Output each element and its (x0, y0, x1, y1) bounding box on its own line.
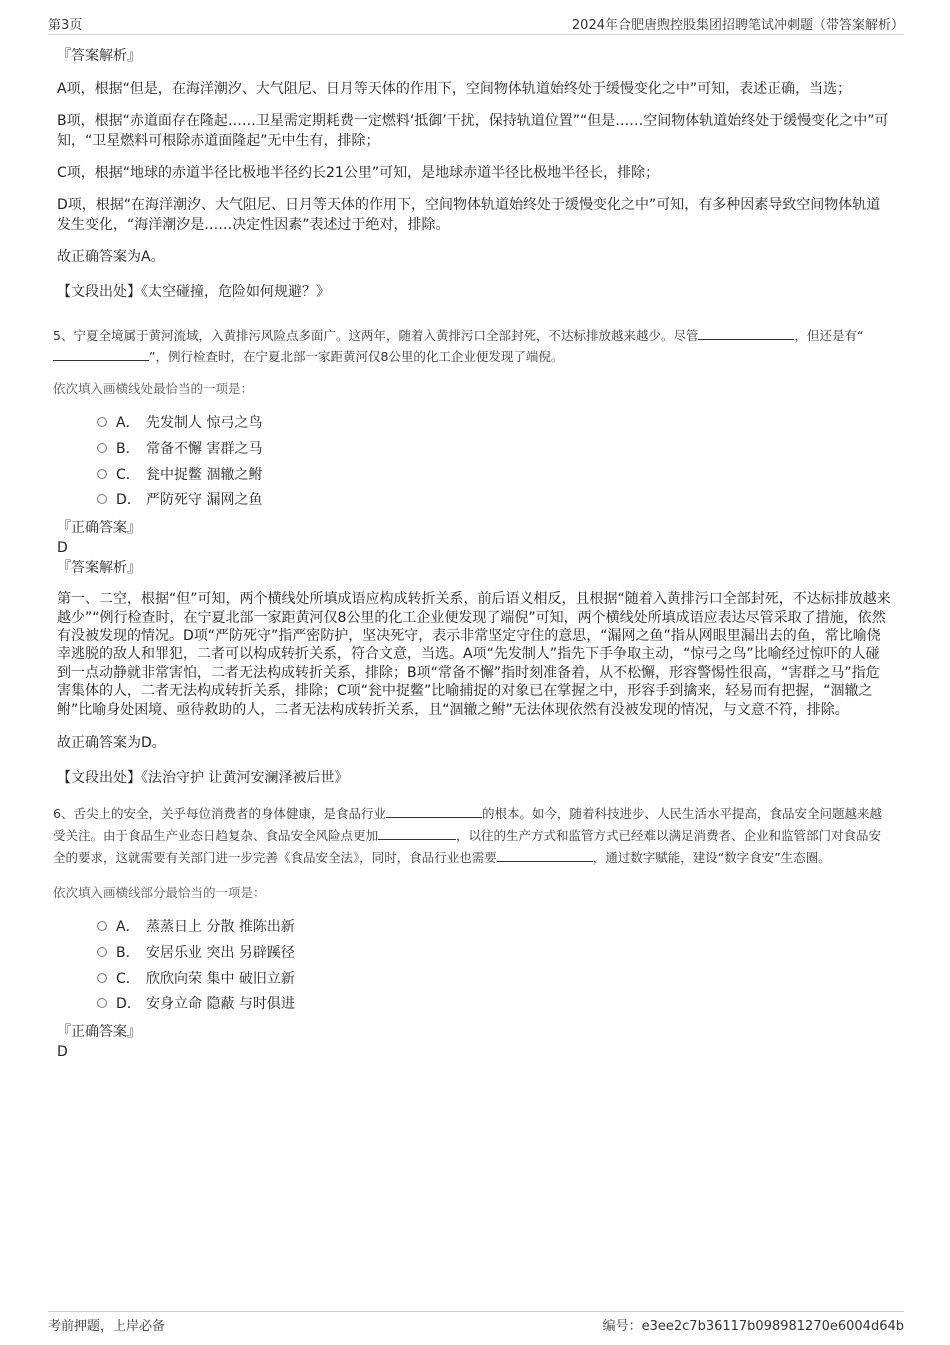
page-header (48, 14, 904, 35)
radio-icon[interactable] (97, 494, 107, 504)
question-5-text: 5、宁夏全境属于黄河流域，入黄排污风险点多面广。这两年，随着入黄排污口全部封死，不达标排放越来越少。尽管 ，但还是有“”，例行检查时，在宁夏北部一家距黄河仅8公里的化工企业便发现了端倪。 (53, 328, 864, 364)
correct-answer-label: 『正确答案』 (57, 1024, 141, 1041)
option-a[interactable]: A． 蒸蒸日上 分散 推陈出新 (97, 915, 893, 941)
option-a[interactable]: A． 先发制人 惊弓之鸟 (97, 411, 893, 437)
correct-answer: D (57, 1044, 68, 1061)
radio-icon[interactable] (97, 469, 107, 479)
analysis-label: 『答案解析』 (57, 560, 141, 577)
question-6-text: 6、舌尖上的安全，关乎每位消费者的身体健康，是食品行业 的根本。如今，随着科技进步、人民生活水平提高，食品安全问题越来越受关注。由于食品生产业态日趋复杂、食品安全风险点更加 ，以往的生产方式和监管方式已经难以满足消费者、企业和监管部门对食品安全的要求，这就需要有关部门进一步完善《食品安全法》，同时，食品行业也需要 ，通过数字赋能，建设“数字食安”生态圈。 (53, 806, 882, 866)
radio-icon[interactable] (97, 947, 107, 957)
blank-line (386, 805, 482, 818)
option-b[interactable]: B． 安居乐业 突出 另辟蹊径 (97, 941, 893, 967)
page-number: 第3页 (48, 18, 83, 33)
footer-slogan: 考前押题，上岸必备 (48, 1319, 166, 1334)
analysis-item-a: A项，根据“但是，在海洋潮汐、大气阻尼、日月等天体的作用下，空间物体轨道始终处于缓慢变化之中”可知，表述正确，当选； (57, 81, 852, 97)
correct-answer-label: 『正确答案』 (57, 520, 141, 537)
option-c[interactable]: C． 欣欣向荣 集中 破旧立新 (97, 967, 893, 993)
correct-answer: D (57, 540, 68, 557)
passage-source: 【文段出处】《太空碰撞，危险如何规避？》 (57, 284, 330, 300)
option-d[interactable]: D． 严防死守 漏网之鱼 (97, 488, 893, 514)
blank-line (53, 348, 149, 361)
option-c[interactable]: C． 瓮中捉鳖 涸辙之鲋 (97, 463, 893, 489)
radio-icon[interactable] (97, 998, 107, 1008)
radio-icon[interactable] (97, 921, 107, 931)
analysis-item-d: D项，根据“在海洋潮汐、大气阻尼、日月等天体的作用下，空间物体轨道始终处于缓慢变化之中”可知，有多种因素导致空间物体轨道发生变化，“海洋潮汐是……决定性因素”表述过于绝对，排除。 (57, 197, 881, 233)
blank-line (378, 827, 456, 840)
answer-conclusion: 故正确答案为D。 (57, 735, 166, 752)
analysis-label: 『答案解析』 (57, 48, 141, 64)
question-instruction: 依次填入画横线部分最恰当的一项是： (53, 885, 266, 901)
radio-icon[interactable] (97, 417, 107, 427)
passage-source: 【文段出处】《法治守护 让黄河安澜泽被后世》 (57, 770, 349, 787)
option-list (57, 915, 893, 1018)
radio-icon[interactable] (97, 443, 107, 453)
option-b[interactable]: B． 常备不懈 害群之马 (97, 437, 893, 463)
radio-icon[interactable] (97, 973, 107, 983)
question-instruction: 依次填入画横线处最恰当的一项是： (53, 381, 254, 396)
page-footer (48, 1311, 904, 1334)
content (53, 46, 893, 1062)
option-list (57, 411, 893, 514)
analysis-item-c: C项，根据“地球的赤道半径比极地半径约长21公里”可知，是地球赤道半径比极地半径长，排除； (57, 165, 660, 181)
analysis-text: 第一、二空，根据“但”可知，两个横线处所填成语应构成转折关系，前后语义相反，且根据“随着入黄排污口全部封死，不达标排放越来越少”“例行检查时，在宁夏北部一家距黄河仅8公里的化工企业便发现了端倪”可知，两个横线处所填成语应表达尽管采取了措施，依然有没被发现的情况。D项“严防死守”指严密防护，坚决死守，表示非常坚定守住的意思，“漏网之鱼”指从网眼里漏出去的鱼，常比喻侥幸逃脱的敌人和罪犯，二者可以构成转折关系，符合文意，当选。A项“先发制人”指先下手争取主动，“惊弓之鸟”比喻经过惊吓的人碰到一点动静就非常害怕，二者无法构成转折关系，排除；B项“常备不懈”指时刻准备着，从不松懈，形容警惕性很高，“害群之马”指危害集体的人，二者无法构成转折关系，排除；C项“瓮中捉鳖”比喻捕捉的对象已在掌握之中，形容手到擒来，轻易而有把握，“涸辙之鲋”比喻身处困境、亟待救助的人，二者无法构成转折关系，且“涸辙之鲋”无法体现依然有没被发现的情况，与文意不符，排除。 (57, 591, 891, 718)
option-d[interactable]: D． 安身立命 隐蔽 与时俱进 (97, 992, 893, 1018)
document-id: 编号：e3ee2c7b36117b098981270e6004d64b (602, 1319, 904, 1334)
blank-line (698, 327, 794, 340)
document-title: 2024年合肥唐煦控股集团招聘笔试冲刺题（带答案解析） (571, 18, 904, 33)
answer-conclusion: 故正确答案为A。 (57, 249, 165, 265)
analysis-item-b: B项，根据“赤道面存在隆起……卫星需定期耗费一定燃料‘抵御’干扰，保持轨道位置”“但是……空间物体轨道始终处于缓慢变化之中”可知，“卫星燃料可根除赤道面隆起”无中生有，排除； (57, 113, 889, 149)
blank-line (497, 849, 593, 862)
